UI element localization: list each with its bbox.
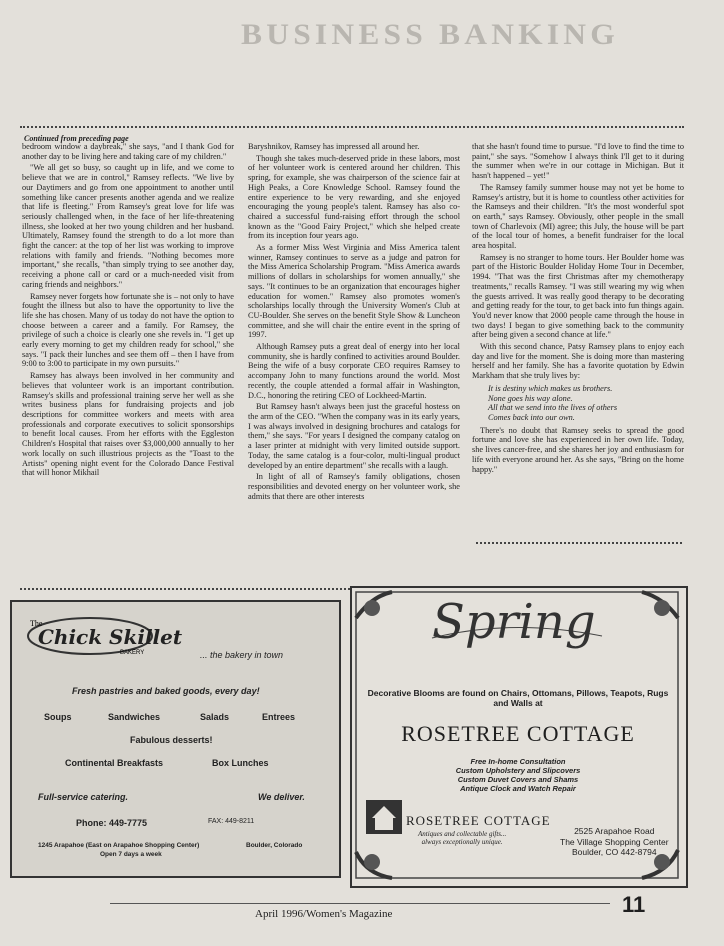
paragraph: But Ramsey hasn't always been just the graceful hostess on the arm of the CEO. "When the company was in its early years, I was always involved in designing brochures and catalogs for them," she says. "For years I designed the company catalog on a laser printer at midnight with very limited outside support. Today, the same catalog is a four-color, multi-lingual product developed by an entire department" she recalls with a laugh.	[248, 402, 460, 470]
paragraph: Though she takes much-deserved pride in these labors, most of her volunteer work is centered around her children. This spring, for example, she was chairperson of the science fair at High Peaks, a Core Knowledge School. Ramsey found the entire experience to be very rewarding, and she enjoyed encouraging the young people's talent. Ramsey has also co-chaired a successful fund-raising effort through the school known as the "Good Fairy Project," which she helped create from its inception four years ago.	[248, 153, 460, 241]
rosetree-address	[560, 826, 669, 858]
paragraph: As a former Miss West Virginia and Miss America talent winner, Ramsey continues to serve as a judge and patron for the Miss America Scholarship Program. "Miss America awards millions of dollars in scholarships for women annually," she says. "It continues to be an organization that encourages higher education for women." Ramsey also promotes women's scholarships locally through the University Women's Club at CU-Boulder. She serves on the benefit Style Show & Luncheon committee, and she will chair the entire event in the spring of 1997.	[248, 243, 460, 340]
service-item: Antique Clock and Watch Repair	[460, 784, 576, 793]
phone-line: Phone: 449-7775	[76, 818, 148, 828]
paragraph: Ramsey has always been involved in her community and believes that volunteer work is an important contribution. Ramsey's skills and professional training serve her well as she writes business plans for fundraising projects and job descriptions for committee workers and meets with area professionals and corporate executives to solicit sponsorships to benefit local causes. From her efforts with the Eggleston Children's Hospital that raises over $3,000,000 annually to her work locally on such illustrious projects as the "Toast to the Artists" opening night event for the Colorado Dance Festival that will honor Mikhail	[22, 371, 234, 478]
breakfast-line: Continental Breakfasts	[65, 758, 164, 768]
address-line: The Village Shopping Center	[560, 836, 669, 847]
paragraph: With this second chance, Patsy Ramsey plans to enjoy each day and live for the moment. She is doing more than mastering herself and her family. She has a favorite quotation by Edwin Markham that she truly lives by:	[472, 342, 684, 381]
tagline-line: Antiques and collectable gifts...	[418, 830, 507, 838]
page-number: 11	[622, 892, 646, 917]
footer-issue: April 1996/Women's Magazine	[255, 908, 393, 920]
menu-item: Soups	[44, 712, 72, 722]
article-column-2	[248, 142, 460, 503]
hours-line: Open 7 days a week	[100, 851, 162, 858]
service-item: Custom Upholstery and Slipcovers	[455, 766, 581, 775]
rosetree-name: ROSETREE COTTAGE	[401, 721, 635, 746]
service-item: Free In-home Consultation	[470, 757, 566, 766]
svg-text:The: The	[30, 619, 43, 628]
address-line: 1245 Arapahoe (East on Arapahoe Shopping Center)	[38, 842, 200, 849]
poem-line: None goes his way alone.	[488, 393, 573, 403]
footer-rule	[110, 903, 610, 904]
rosetree-tagline	[418, 830, 506, 846]
rosetree-description: Decorative Blooms are found on Chairs, Ottomans, Pillows, Teapots, Rugs and Walls at	[367, 688, 669, 708]
rosetree-small-name: ROSETREE COTTAGE	[406, 813, 551, 828]
address-line: 2525 Arapahoe Road	[574, 826, 655, 836]
article-column-3	[472, 142, 684, 476]
tagline-line: always exceptionally unique.	[421, 838, 503, 846]
poem-line: All that we send into the lives of others	[488, 403, 618, 413]
paragraph: The Ramsey family summer house may not yet be home to Ramsey's artistry, but it is home to countless other activities for the Ramseys and their children. "It's the most wonderful spot on earth," says Ramsey. Obviously, other people in the small town of Charlevoix (MI) agree; this July, the house will be part of the local tour of homes, a benefit fundraiser for the local area hospital.	[472, 182, 684, 251]
svg-text:Chick Skillet: Chick Skillet	[38, 625, 183, 649]
paragraph: that she hasn't found time to pursue. "I'd love to find the time to paint," she says. "Somehow I always think I'll get to it during the summer when we're in our cottage in Michigan. But it hasn't happened – yet!"	[472, 142, 684, 181]
poem-line: Comes back into our own.	[488, 412, 575, 422]
paragraph: Ramsey never forgets how fortunate she is – not only to have fought the illness but also to have the opportunity to live the life she has chosen. Many of us today do not have the option to choose between a career and a family. For Ramsey, the privilege of such a choice is clearly one she revels in. "I get up early every morning to get my children ready for school," she says. "I pack their lunches and see them off – then I have from 9:00 to 3:00 to participate in my own pursuits."	[22, 291, 234, 369]
ad-divider-rule	[20, 588, 350, 590]
paragraph: In light of all of Ramsey's family obligations, chosen responsibilities and devoted energy on her volunteer work, she admits that there are other interests	[248, 472, 460, 501]
paragraph: There's no doubt that Ramsey seeks to spread the good fortune and love she has experienced in her own life. Today, she lives cancer-free, and she shares her joy and enthusiasm for life with everyone around her. As she says, "Bring on the home happy."	[472, 425, 684, 474]
bakery-tagline: ... the bakery in town	[200, 650, 284, 660]
continued-kicker: Continued from preceding page	[24, 134, 129, 143]
lunches-line: Box Lunches	[212, 758, 269, 768]
service-item: Custom Duvet Covers and Shams	[457, 775, 579, 784]
menu-item: Sandwiches	[108, 712, 161, 722]
desserts-line: Fabulous desserts!	[130, 735, 213, 745]
top-dotted-rule	[20, 126, 684, 128]
paragraph: Ramsey is no stranger to home tours. Her Boulder home was part of the Historic Boulder Holiday Home Tour in December, 1994. "That was the first Christmas after my chemotherapy treatments," recalls Ramsey. "I was still wearing my wig when the guests arrived. It was really good therapy to be decorating and getting ready for the tour, to get back into fun things again. You'd never know that 2000 people came through the house in two days! I began to give something back to the community after being given a second chance at life."	[472, 252, 684, 340]
menu-item: Entrees	[262, 712, 296, 722]
cottage-logo-icon	[366, 800, 402, 834]
paragraph: "We all get so busy, so caught up in life, and we come to believe that we are in control," Ramsey reflects. "We live by our Daytimers and go from one appointment to another until something like cancer presents another agenda and we realize that life is fleeting." From Ramsey's great love for life was seriously challenged when, in the face of her life-threatening illness, she looked at her two young children and her husband. Ultimately, Ramsey found the strength to do a lot more than fight the cancer: at the top of her list was working to improve relations with family and friends. "Nothing becomes more important," she recalls, "than simply trying to see another day, receiving a phone call or card or a much-needed visit from caring friends and neighbors."	[22, 163, 234, 289]
bakery-logo	[24, 612, 183, 658]
bakery-line1: Fresh pastries and baked goods, every day!	[72, 686, 260, 696]
menu-item: Salads	[200, 712, 230, 722]
paragraph: Although Ramsey puts a great deal of energy into her local community, she is hardly confined to activities around Boulder. Being the wife of a busy corporate CEO requires Ramsey to accompany John to many functions around the world. Most recently, the couple attended a formal affair in Washington, D.C., honoring the retiring CEO of Lockheed-Martin.	[248, 342, 460, 400]
spring-script-title: Spring	[432, 594, 596, 650]
article-column-1	[22, 142, 234, 480]
poem-line: It is destiny which makes us brothers.	[488, 383, 613, 393]
address-line: Boulder, CO 442-8794	[571, 847, 657, 857]
fax-line: FAX: 449-8211	[208, 818, 255, 825]
quotation-poem	[488, 384, 684, 423]
catering-line: Full-service catering.	[38, 792, 129, 802]
paragraph: Baryshnikov, Ramsey has impressed all around her.	[248, 142, 420, 151]
paragraph: bedroom window a daybreak," she says, "and I thank God for another day to be living here and taking care of my children."	[22, 142, 234, 161]
city-line: Boulder, Colorado	[246, 842, 303, 849]
svg-text:BAKERY: BAKERY	[120, 650, 145, 656]
skillet-logo-icon	[24, 612, 183, 658]
rosetree-services	[360, 757, 676, 793]
deliver-line: We deliver.	[258, 792, 305, 802]
section-header-ghost: BUSINESS BANKING	[241, 18, 619, 51]
article-end-rule	[476, 542, 682, 544]
